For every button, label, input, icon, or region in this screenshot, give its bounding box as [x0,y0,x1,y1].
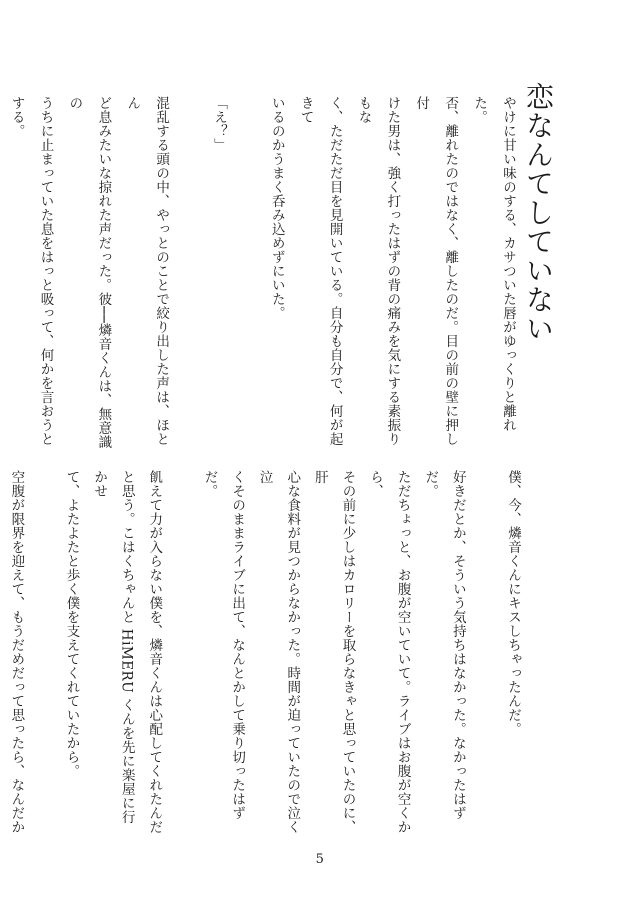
page-title: 恋なんてしていない [522,82,555,343]
page-number: 5 [315,852,325,867]
lower-text-block: 僕、今、燐音くんにキスしちゃったんだ。 好きだとか、そういう気持ちはなかった。なかったはずだ。 ただちょっと、お腹が空いていて。ライブはお腹が空くから、 その前に少しはカロリーを取らなきゃと思っていたのに、肝 心な食料が見つからなかった。時間が迫っていたので泣く泣 くそのままライブに出て、なんとかして乗り切ったはずだ。 飢えて力が入らない僕を、燐音くんは心配してくれたんだ と思う。こはくちゃんと HiMERU くんを先に楽屋に行かせ て、よたよたと歩く僕を支えてくれていたから。 空腹が限界を迎えて、もうだめだって思ったら、なんだか [8,470,521,834]
upper-text-block: やけに甘い味のする、カサついた唇がゆっくりと離れた。 否、離れたのではなく、離したのだ。目の前の壁に押し付 けた男は、強く打ったはずの背の痛みを気にする素振りもな く、ただただ目を見開いている。自分も自分で、何が起きて いるのかうまく呑み込めずにいた。 「え？」 混乱する頭の中、やっとのことで絞り出した声は、ほとん ど息みたいな掠れた声だった。彼──燐音くんは、無意識の うちに止まっていた息をはっと吸って、何かを言おうとする。 [8,96,516,450]
